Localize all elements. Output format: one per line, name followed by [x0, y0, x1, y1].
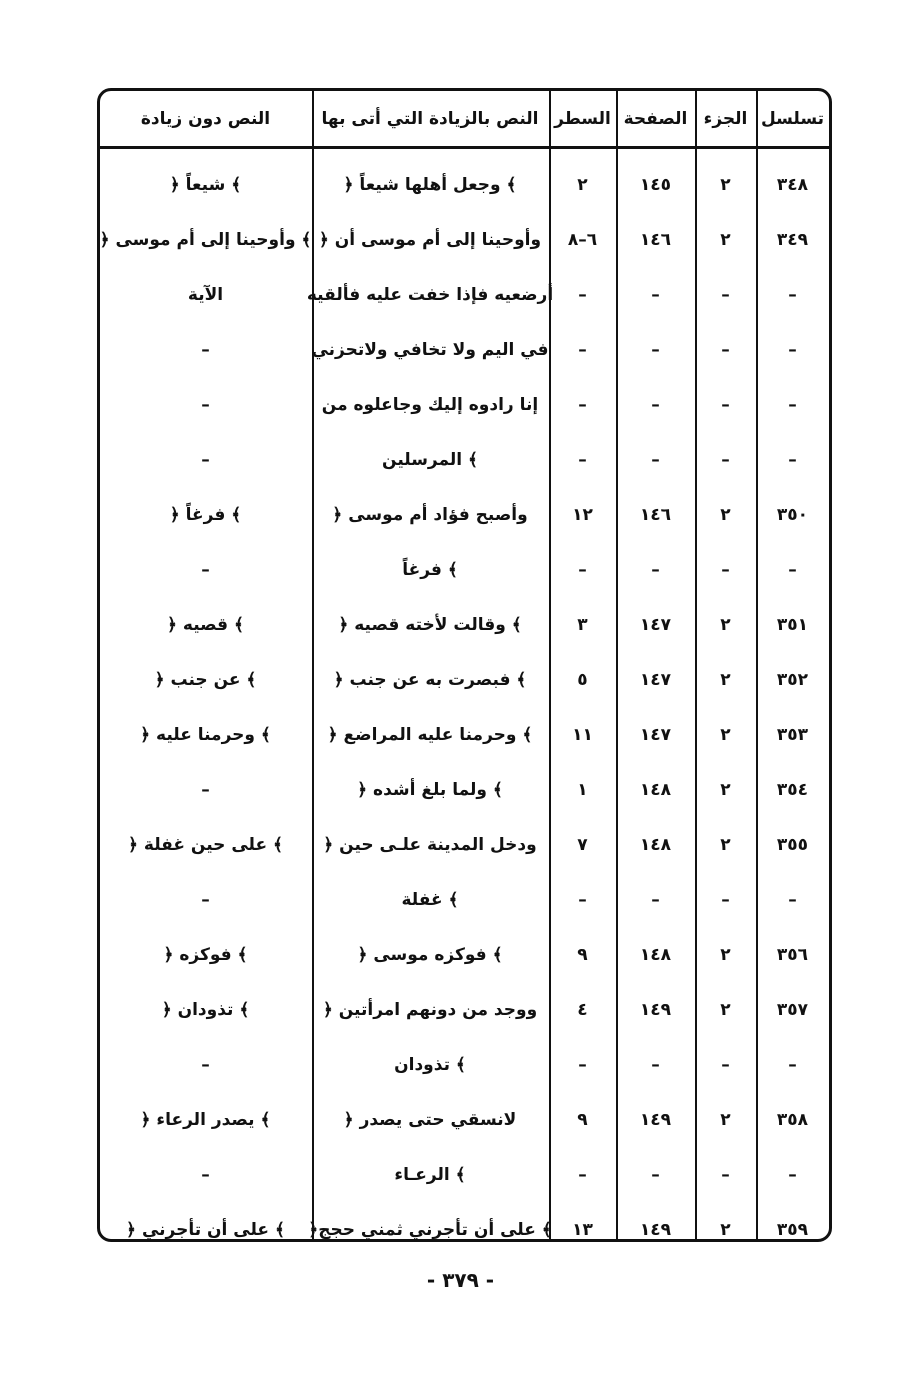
cell-serial: –: [788, 559, 797, 580]
cell-part: –: [721, 889, 730, 910]
cell-part: ٢: [720, 724, 731, 745]
cell-line: ٩: [577, 1109, 588, 1130]
cell-page: –: [651, 449, 660, 470]
cell-page: ١٤٦: [639, 229, 672, 250]
table-row: [100, 597, 829, 652]
cell-part: –: [721, 284, 730, 305]
cell-page: ١٤٦: [639, 504, 672, 525]
cell-with-addition: ﴿ ولما بلغ أشده ﴾: [357, 780, 503, 800]
table-row: [100, 817, 829, 872]
cell-without-addition: –: [201, 339, 210, 360]
table-row: [100, 377, 829, 432]
cell-with-addition: ﴿ ووجد من دونهم امرأتين: [322, 1000, 538, 1020]
cell-serial: ٣٥٣: [776, 724, 809, 745]
header-part: الجزء: [703, 108, 748, 129]
table-header: [100, 91, 829, 149]
cell-part: ٢: [720, 944, 731, 965]
cell-without-addition: ﴿ يصدر الرعاء ﴾: [140, 1110, 271, 1130]
cell-part: ٢: [720, 1109, 731, 1130]
cell-serial: ٣٥٥: [776, 834, 809, 855]
table-row: [100, 1037, 829, 1092]
table-row: [100, 487, 829, 542]
cell-with-addition: ﴿ وحرمنا عليه المراضع ﴾: [327, 725, 533, 745]
cell-page: –: [651, 284, 660, 305]
cell-line: ٩: [577, 944, 588, 965]
cell-without-addition: ﴿ على حين غفلة ﴾: [128, 835, 283, 855]
cell-part: –: [721, 1164, 730, 1185]
cell-line: ١٣: [572, 1219, 593, 1240]
cell-with-addition: غفلة ﴾: [401, 890, 459, 910]
cell-without-addition: ﴿ شيعاً ﴾: [169, 175, 242, 195]
cell-part: ٢: [720, 1219, 731, 1240]
cell-page: ١٤٧: [639, 724, 672, 745]
table-body: [100, 157, 829, 1257]
table-row: [100, 1202, 829, 1257]
cell-serial: ٣٥٩: [776, 1219, 809, 1240]
cell-with-addition: الرعـاء ﴾: [394, 1165, 466, 1185]
cell-line: –: [578, 339, 587, 360]
table-row: [100, 872, 829, 927]
cell-without-addition: –: [201, 889, 210, 910]
cell-part: ٢: [720, 504, 731, 525]
cell-with-addition: تذودان ﴾: [394, 1055, 466, 1075]
cell-page: ١٤٧: [639, 614, 672, 635]
cell-serial: ٣٥٦: [776, 944, 809, 965]
cell-without-addition: –: [201, 449, 210, 470]
page-number: - ٣٧٩ -: [426, 1268, 495, 1292]
cell-line: ١١: [572, 724, 593, 745]
cell-serial: ٣٥١: [776, 614, 809, 635]
cell-page: –: [651, 1164, 660, 1185]
cell-without-addition: ﴿ فوكزه ﴾: [163, 945, 248, 965]
table-row: [100, 762, 829, 817]
cell-with-addition: ﴿على أن تأجرني ثمني حجج ﴾: [308, 1220, 552, 1240]
table-row: [100, 432, 829, 487]
cell-page: –: [651, 559, 660, 580]
cell-without-addition: الآية: [187, 284, 224, 305]
cell-with-addition: ﴿ وأصبح فؤاد أم موسى: [332, 505, 528, 525]
cell-page: ١٤٧: [639, 669, 672, 690]
cell-without-addition: ﴿ قصيه ﴾: [167, 615, 244, 635]
cell-line: –: [578, 1054, 587, 1075]
header-line: السطر: [554, 108, 611, 129]
cell-with-addition: ﴿ وأوحينا إلى أم موسى أن: [318, 230, 542, 250]
table-row: [100, 157, 829, 212]
table-row: [100, 267, 829, 322]
cell-with-addition: إنا رادوه إليك وجاعلوه من: [321, 394, 539, 415]
table-row: [100, 982, 829, 1037]
cell-with-addition: ﴿ وقالت لأخته قصيه ﴾: [338, 615, 522, 635]
cell-serial: ٣٥٢: [776, 669, 809, 690]
cell-part: ٢: [720, 999, 731, 1020]
cell-line: ٣: [577, 614, 588, 635]
cell-line: –: [578, 559, 587, 580]
cell-without-addition: ﴿ فرغاً ﴾: [169, 505, 242, 525]
cell-without-addition: ﴿ على أن تأجرني ﴾: [126, 1220, 285, 1240]
cell-serial: –: [788, 449, 797, 470]
cell-part: –: [721, 339, 730, 360]
table-row: [100, 1092, 829, 1147]
cell-with-addition: المرسلين ﴾: [382, 450, 478, 470]
cell-serial: –: [788, 394, 797, 415]
cell-part: –: [721, 394, 730, 415]
cell-page: ١٤٥: [639, 174, 672, 195]
cell-without-addition: –: [201, 1164, 210, 1185]
cell-without-addition: ﴿ تذودان ﴾: [161, 1000, 250, 1020]
cell-serial: ٣٥٧: [776, 999, 809, 1020]
header-without-addition: النص دون زيادة: [140, 108, 271, 129]
cell-page: ١٤٩: [639, 1219, 672, 1240]
cell-line: ١٢: [572, 504, 593, 525]
cell-serial: ٣٤٨: [776, 174, 809, 195]
cell-without-addition: –: [201, 394, 210, 415]
cell-part: ٢: [720, 779, 731, 800]
cell-with-addition: ﴿ فبصرت به عن جنب ﴾: [333, 670, 527, 690]
cell-serial: –: [788, 1054, 797, 1075]
cell-line: ٧: [577, 834, 588, 855]
cell-part: –: [721, 449, 730, 470]
cell-with-addition: في اليم ولا تخافي ولاتحزني: [311, 339, 549, 360]
table-row: [100, 707, 829, 762]
table-row: [100, 212, 829, 267]
cell-with-addition: أرضعيه فإذا خفت عليه فألقيه: [306, 284, 554, 305]
cell-with-addition: ﴿ فوكزه موسى ﴾: [357, 945, 503, 965]
cell-without-addition: ﴿ وأوحينا إلى أم موسى ﴾: [99, 230, 312, 250]
cell-page: ١٤٨: [639, 779, 672, 800]
cell-line: –: [578, 1164, 587, 1185]
table-row: [100, 1147, 829, 1202]
cell-line: ٢: [577, 174, 588, 195]
cell-line: ٤: [577, 999, 588, 1020]
cell-serial: –: [788, 1164, 797, 1185]
cell-part: ٢: [720, 834, 731, 855]
header-page: الصفحة: [623, 108, 688, 129]
cell-without-addition: ﴿ عن جنب ﴾: [154, 670, 257, 690]
cell-line: ٦–٨: [567, 229, 598, 250]
header-serial: تسلسل: [760, 108, 825, 129]
cell-without-addition: –: [201, 779, 210, 800]
cell-page: ١٤٨: [639, 944, 672, 965]
cell-page: ١٤٩: [639, 999, 672, 1020]
cell-serial: ٣٥٠: [776, 504, 809, 525]
cell-line: ٥: [577, 669, 588, 690]
cell-with-addition: ﴿ ودخل المدينة علـى حين: [323, 835, 537, 855]
cell-without-addition: –: [201, 1054, 210, 1075]
cell-part: ٢: [720, 669, 731, 690]
header-with-addition: النص بالزيادة التي أتى بها: [321, 108, 539, 129]
cell-with-addition: ﴿ لانسقي حتى يصدر: [343, 1110, 517, 1130]
cell-without-addition: ﴿ وحرمنا عليه ﴾: [140, 725, 271, 745]
cell-line: –: [578, 889, 587, 910]
table-row: [100, 652, 829, 707]
cell-serial: –: [788, 284, 797, 305]
cell-page: ١٤٩: [639, 1109, 672, 1130]
cell-serial: ٣٥٤: [776, 779, 809, 800]
cell-with-addition: ﴿ وجعل أهلها شيعاً ﴾: [343, 175, 517, 195]
cell-page: ١٤٨: [639, 834, 672, 855]
cell-without-addition: –: [201, 559, 210, 580]
cell-part: ٢: [720, 174, 731, 195]
cell-line: –: [578, 394, 587, 415]
cell-serial: ٣٥٨: [776, 1109, 809, 1130]
cell-part: ٢: [720, 614, 731, 635]
cell-serial: ٣٤٩: [776, 229, 809, 250]
cell-line: ١: [577, 779, 588, 800]
cell-part: ٢: [720, 229, 731, 250]
cell-serial: –: [788, 339, 797, 360]
table-row: [100, 322, 829, 377]
table-frame: [97, 88, 832, 1242]
table-row: [100, 542, 829, 597]
cell-page: –: [651, 1054, 660, 1075]
cell-page: –: [651, 339, 660, 360]
table-row: [100, 927, 829, 982]
cell-line: –: [578, 449, 587, 470]
cell-line: –: [578, 284, 587, 305]
cell-part: –: [721, 559, 730, 580]
cell-serial: –: [788, 889, 797, 910]
cell-page: –: [651, 889, 660, 910]
cell-part: –: [721, 1054, 730, 1075]
cell-page: –: [651, 394, 660, 415]
cell-with-addition: فرغاً ﴾: [402, 560, 458, 580]
